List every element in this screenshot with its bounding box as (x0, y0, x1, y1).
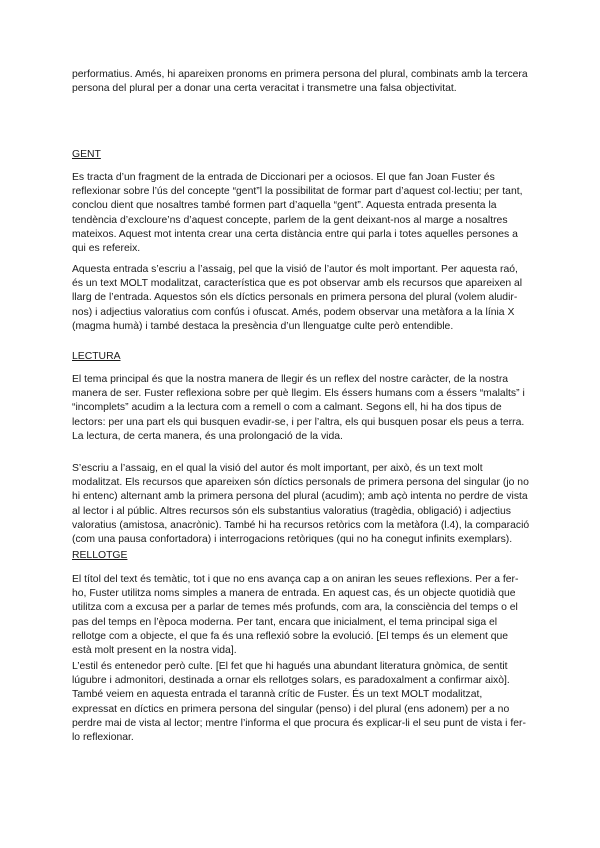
heading-gent: GENT (72, 149, 101, 160)
lectura-paragraph-2: S’escriu a l’assaig, en el qual la visió del autor és molt important, per això, és un text molt modalitzat. Els recursos que apareixen són díctics personals de primera persona del singular (jo no hi entenc) alternant amb la primera persona del plural (acudim); amb açò intenta no perdre de vista al lector i al públic. Altres recursos són els substantius valoratius (tragèdia, obligació) i adjectius valoratius (amistosa, anacrònic). També hi ha recursos retòrics com la metàfora (l.4), la comparació (com una pausa confortadora) i interrogacions retòriques (qui no ha conegut infinits exemplars). (72, 463, 530, 546)
intro-paragraph: performatius. Amés, hi apareixen pronoms en primera persona del plural, combinats amb la tercera persona del plural per a donar una certa veracitat i transmetre una falsa objectivitat. (72, 69, 528, 95)
gent-paragraph-1: Es tracta d’un fragment de la entrada de Diccionari per a ociosos. El que fan Joan Fuster és reflexionar sobre l’ús del concepte “gent”l la possibilitat de formar part d’aquest col·lectiu; per tant, conclou dient que nosaltres també formen part d’aquella “gent”. Aquesta entrada presenta la tendència d’excloure’ns d’aquest concepte, parlem de la gent deixant-nos al marge a nosaltres mateixos. Aquest mot intenta crear una certa distància entre qui parla i totes aquelles persones a qui es refereix. (72, 172, 523, 255)
rellotge-paragraph-2: L’estil és entenedor però culte. [El fet que hi hagués una abundant literatura gnòmica, de sentit lúgubre i admonitori, destinada a ornar els rellotges solars, es paradoxalment a confirmar això]. També veiem en aquesta entrada el tarannà crític de Fuster. És un text MOLT modalitzat, expressat en díctics en primera persona del singular (penso) i del plural (ens adonem) per a no perdre mai de vista al lector; mentre l’informa el que procura és explicar-li el seu punt de vista i fer-lo reflexionar. (72, 661, 526, 744)
heading-lectura: LECTURA (72, 351, 121, 362)
lectura-paragraph-1: El tema principal és que la nostra manera de llegir és un reflex del nostre caràcter, de la nostra manera de ser. Fuster reflexiona sobre per què llegim. Els éssers humans com a éssers “malalts” i “incomplets” acudim a la lectura com a remell o com a calmant. Segons ell, hi ha dos tipus de lectors: per una part els qui busquen evadir-se, i per l’altra, els qui busquen posar els peus a terra. La lectura, de certa manera, és una prolongació de la vida. (72, 374, 525, 442)
rellotge-paragraph-1: El títol del text és temàtic, tot i que no ens avança cap a on aniran les seues reflexions. Per a fer-ho, Fuster utilitza noms simples a manera de entrada. En aquest cas, és un objecte quotidià que utilitza com a excusa per a parlar de temes més profunds, com ara, la consciència del temps o el pas del temps en l’època moderna. Per tant, encara que inicialment, el tema principal siga el rellotge com a objecte, el que fa és una reflexió sobre la evolució. [El temps és un element que està molt present en la nostra vida]. (72, 574, 519, 657)
gent-paragraph-2: Aquesta entrada s’escriu a l’assaig, pel que la visió de l’autor és molt important. Per aquesta raó, és un text MOLT modalitzat, característica que es pot observar amb els recursos que apareixen al llarg de l’entrada. Aquestos són els díctics personals en primera persona del plural (volem aludir-nos) i adjectius valoratius com confús i ofuscat. Amés, podem observar una metàfora a la línia X (magma humà) i també destaca la presència d’un llenguatge culte però entendible. (72, 264, 523, 332)
heading-rellotge: RELLOTGE (72, 550, 128, 561)
